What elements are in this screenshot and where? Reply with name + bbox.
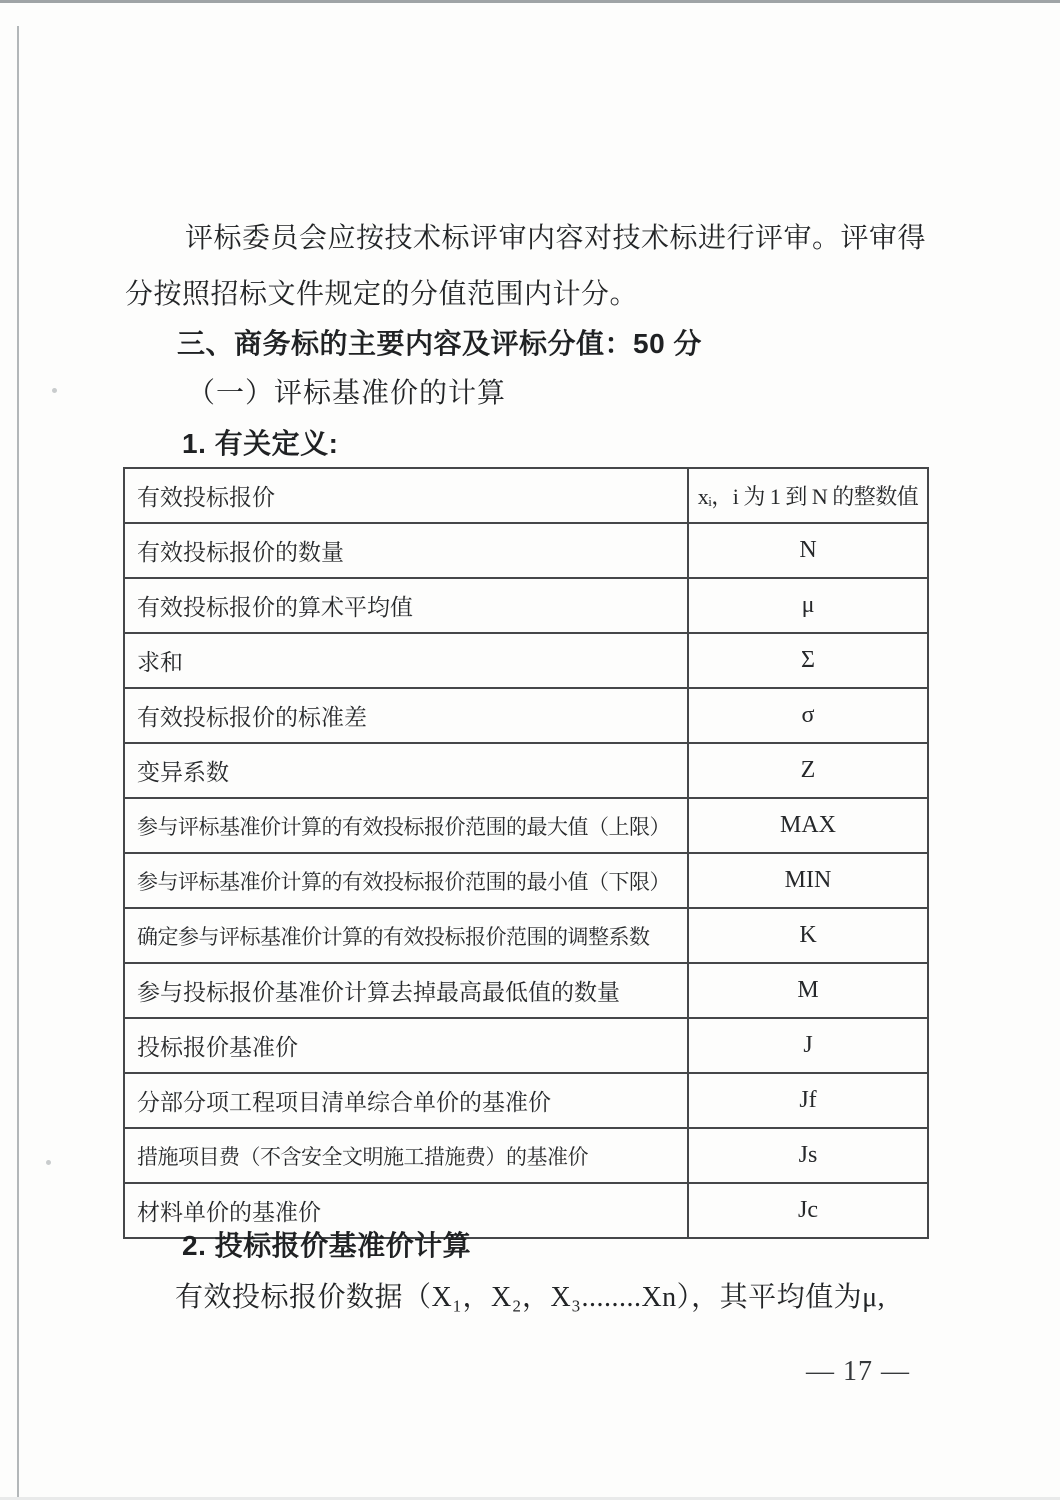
term-cell: 参与投标报价基准价计算去掉最高最低值的数量 — [124, 963, 688, 1018]
symbol-cell: M — [688, 963, 928, 1018]
symbol-cell: σ — [688, 688, 928, 743]
scan-speck — [46, 1160, 51, 1165]
symbol-cell: Js — [688, 1128, 928, 1183]
definitions-table — [123, 467, 929, 1239]
symbol-cell: μ — [688, 578, 928, 633]
term-cell: 措施项目费（不含安全文明施工措施费）的基准价 — [124, 1128, 688, 1183]
term-cell: 有效投标报价的标准差 — [124, 688, 688, 743]
term-cell: 有效投标报价 — [124, 468, 688, 523]
table-row — [124, 1018, 928, 1073]
symbol-cell: MIN — [688, 853, 928, 908]
table-row — [124, 908, 928, 963]
table-row — [124, 468, 928, 523]
term-cell: 变异系数 — [124, 743, 688, 798]
symbol-cell: Z — [688, 743, 928, 798]
scan-speck — [52, 388, 57, 393]
calculation-paragraph: 有效投标报价数据（X₁，X₂，X₃........Xn），其平均值为μ, — [175, 1282, 886, 1313]
symbol-cell: MAX — [688, 798, 928, 853]
term-cell: 投标报价基准价 — [124, 1018, 688, 1073]
calculation-heading: 2. 投标报价基准价计算 — [182, 1230, 472, 1261]
table-row — [124, 1073, 928, 1128]
symbol-cell: Jc — [688, 1183, 928, 1238]
term-cell: 确定参与评标基准价计算的有效投标报价范围的调整系数 — [124, 908, 688, 963]
table-row — [124, 963, 928, 1018]
scan-edge-top — [0, 0, 1060, 3]
term-cell: 有效投标报价的数量 — [124, 523, 688, 578]
term-cell: 参与评标基准价计算的有效投标报价范围的最大值（上限） — [124, 798, 688, 853]
symbol-cell: N — [688, 523, 928, 578]
symbol-cell: Jf — [688, 1073, 928, 1128]
term-cell: 求和 — [124, 633, 688, 688]
table-row — [124, 688, 928, 743]
table-row — [124, 633, 928, 688]
symbol-cell: K — [688, 908, 928, 963]
definitions-table-body — [124, 468, 928, 1238]
term-cell: 参与评标基准价计算的有效投标报价范围的最小值（下限） — [124, 853, 688, 908]
scan-edge-left-line — [17, 26, 19, 1500]
page-number: — 17 — — [806, 1356, 910, 1387]
table-row — [124, 578, 928, 633]
table-row — [124, 798, 928, 853]
definitions-heading: 1. 有关定义: — [182, 428, 339, 459]
term-cell: 分部分项工程项目清单综合单价的基准价 — [124, 1073, 688, 1128]
intro-paragraph-line2: 分按照招标文件规定的分值范围内计分。 — [125, 279, 639, 310]
intro-paragraph-line1: 评标委员会应按技术标评审内容对技术标进行评审。评审得 — [185, 223, 927, 254]
subsection-heading: （一）评标基准价的计算 — [187, 378, 507, 409]
symbol-cell: xᵢ，i 为 1 到 N 的整数值 — [688, 468, 928, 523]
table-row — [124, 853, 928, 908]
term-cell: 材料单价的基准价 — [124, 1183, 688, 1238]
symbol-cell: Σ — [688, 633, 928, 688]
symbol-cell: J — [688, 1018, 928, 1073]
table-row — [124, 743, 928, 798]
term-cell: 有效投标报价的算术平均值 — [124, 578, 688, 633]
table-row — [124, 1128, 928, 1183]
table-row — [124, 523, 928, 578]
section-heading: 三、商务标的主要内容及评标分值：50 分 — [177, 328, 702, 359]
